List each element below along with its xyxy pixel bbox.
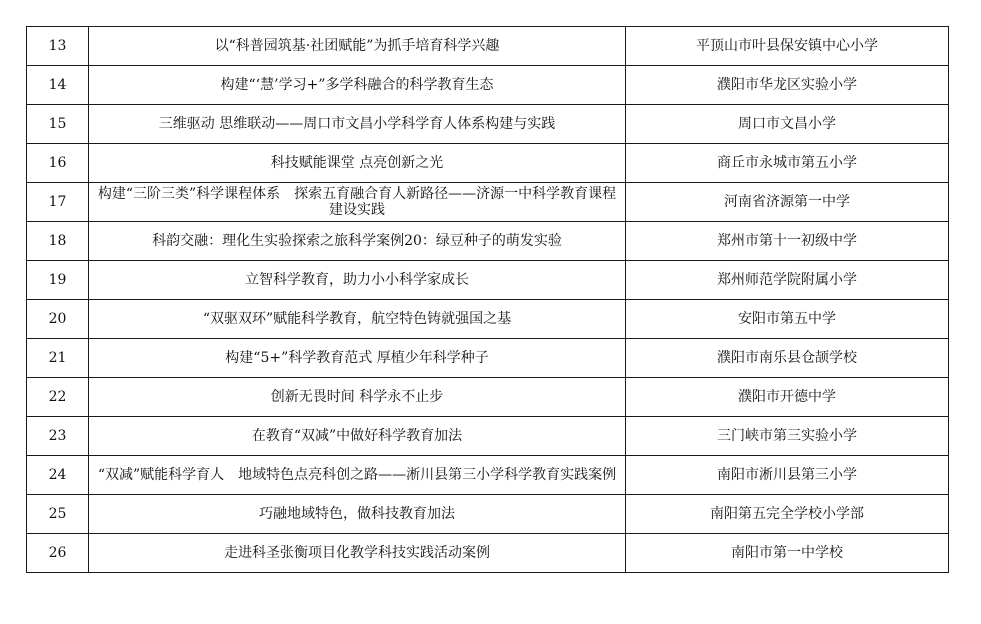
school-name: 商丘市永城市第五小学 xyxy=(626,144,949,183)
row-number: 18 xyxy=(27,222,89,261)
school-name: 郑州师范学院附属小学 xyxy=(626,261,949,300)
case-title: 构建“三阶三类”科学课程体系 探索五育融合育人新路径——济源一中科学教育课程建设实践 xyxy=(89,183,626,222)
case-title: 构建“5+”科学教育范式 厚植少年科学种子 xyxy=(89,339,626,378)
case-title: 立智科学教育，助力小小科学家成长 xyxy=(89,261,626,300)
table-row xyxy=(27,27,949,66)
school-name: 南阳市第一中学校 xyxy=(626,534,949,573)
row-number: 23 xyxy=(27,417,89,456)
table-row xyxy=(27,456,949,495)
case-title: “双减”赋能科学育人 地域特色点亮科创之路——淅川县第三小学科学教育实践案例 xyxy=(89,456,626,495)
school-name: 濮阳市南乐县仓颉学校 xyxy=(626,339,949,378)
row-number: 20 xyxy=(27,300,89,339)
case-title: 构建“‘慧’学习+”多学科融合的科学教育生态 xyxy=(89,66,626,105)
case-title: 巧融地域特色，做科技教育加法 xyxy=(89,495,626,534)
row-number: 25 xyxy=(27,495,89,534)
row-number: 24 xyxy=(27,456,89,495)
row-number: 22 xyxy=(27,378,89,417)
school-name: 南阳第五完全学校小学部 xyxy=(626,495,949,534)
case-title: 以“科普园筑基·社团赋能”为抓手培育科学兴趣 xyxy=(89,27,626,66)
row-number: 14 xyxy=(27,66,89,105)
case-title: 在教育“双减”中做好科学教育加法 xyxy=(89,417,626,456)
case-title: 科韵交融：理化生实验探索之旅科学案例20：绿豆种子的萌发实验 xyxy=(89,222,626,261)
school-name: 周口市文昌小学 xyxy=(626,105,949,144)
cases-table-container xyxy=(26,26,948,573)
case-title: “双驱双环”赋能科学教育，航空特色铸就强国之基 xyxy=(89,300,626,339)
table-row xyxy=(27,66,949,105)
case-title: 走进科圣张衡项目化教学科技实践活动案例 xyxy=(89,534,626,573)
case-title: 科技赋能课堂 点亮创新之光 xyxy=(89,144,626,183)
row-number: 19 xyxy=(27,261,89,300)
school-name: 安阳市第五中学 xyxy=(626,300,949,339)
table-row xyxy=(27,378,949,417)
cases-table xyxy=(26,26,949,573)
row-number: 15 xyxy=(27,105,89,144)
table-row xyxy=(27,144,949,183)
school-name: 濮阳市开德中学 xyxy=(626,378,949,417)
school-name: 南阳市淅川县第三小学 xyxy=(626,456,949,495)
table-row xyxy=(27,495,949,534)
row-number: 13 xyxy=(27,27,89,66)
table-row xyxy=(27,105,949,144)
row-number: 26 xyxy=(27,534,89,573)
table-row xyxy=(27,339,949,378)
table-row xyxy=(27,222,949,261)
school-name: 平顶山市叶县保安镇中心小学 xyxy=(626,27,949,66)
school-name: 濮阳市华龙区实验小学 xyxy=(626,66,949,105)
table-row xyxy=(27,183,949,222)
school-name: 三门峡市第三实验小学 xyxy=(626,417,949,456)
table-row xyxy=(27,300,949,339)
case-title: 创新无畏时间 科学永不止步 xyxy=(89,378,626,417)
table-row xyxy=(27,534,949,573)
table-row xyxy=(27,417,949,456)
school-name: 郑州市第十一初级中学 xyxy=(626,222,949,261)
row-number: 21 xyxy=(27,339,89,378)
school-name: 河南省济源第一中学 xyxy=(626,183,949,222)
row-number: 16 xyxy=(27,144,89,183)
case-title: 三维驱动 思维联动——周口市文昌小学科学育人体系构建与实践 xyxy=(89,105,626,144)
table-row xyxy=(27,261,949,300)
row-number: 17 xyxy=(27,183,89,222)
